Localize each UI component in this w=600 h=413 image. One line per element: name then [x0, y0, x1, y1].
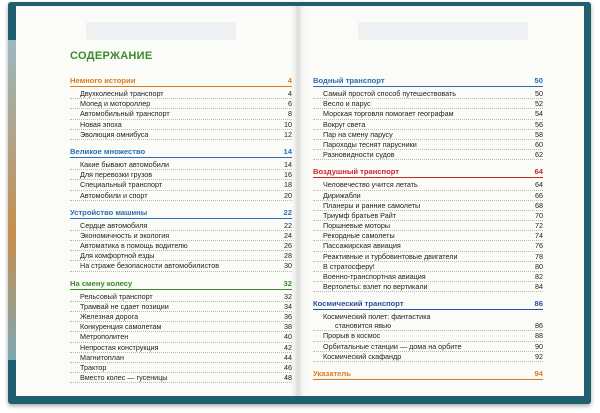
entry-page-number: 44 [284, 352, 292, 362]
entry-title-line: Экономичность и экология [80, 230, 170, 240]
entry-title-line: В стратосферу! [323, 261, 375, 271]
entry-page-number: 64 [535, 180, 543, 190]
section-title: Великое множество [70, 146, 146, 156]
entry-title [323, 99, 371, 108]
entry-page-number: 46 [284, 362, 292, 372]
entry-title-line: Пар на смену парусу [323, 129, 393, 139]
toc-section [70, 147, 292, 201]
toc-entry [70, 109, 292, 119]
entry-title-line: Космический полет: фантастика [323, 312, 431, 322]
toc-section-header [313, 167, 543, 178]
entry-title-line: Железная дорога [80, 312, 139, 321]
entry-title [323, 191, 361, 200]
entry-title-line: Триумф братьев Райт [323, 210, 397, 220]
toc-entry [70, 363, 292, 373]
entry-title-line: Автомобили и спорт [80, 190, 148, 200]
entry-page-number: 20 [284, 190, 292, 200]
entry-title-line: Трамвай не сдает позиции [80, 301, 169, 311]
section-title: Немного истории [70, 76, 136, 85]
entry-title [80, 170, 152, 179]
entry-title [323, 352, 401, 361]
entry-page-number: 18 [284, 180, 292, 190]
entry-title [80, 221, 147, 230]
entry-title-line: Реактивные и турбовинтовые двигатели [323, 251, 458, 261]
section-page-number: 50 [534, 76, 543, 85]
section-title: Космический транспорт [313, 299, 404, 309]
entry-title-line: Непростая конструкция [80, 342, 159, 352]
entry-title-line: Специальный транспорт [80, 180, 163, 190]
entry-page-number: 78 [535, 251, 543, 261]
entry-page-number: 88 [535, 331, 543, 341]
toc-right-column [313, 76, 543, 387]
entry-title-line: Эволюция омнибуса [80, 129, 149, 139]
toc-left-column [70, 76, 292, 390]
entry-title [323, 221, 390, 230]
page-header-ghost [86, 22, 236, 40]
section-title: Воздушный транспорт [313, 167, 399, 177]
toc-entry [70, 89, 292, 99]
entry-title [80, 191, 148, 200]
entry-title [80, 251, 154, 260]
entry-title [80, 180, 162, 189]
toc-entry [70, 261, 292, 271]
toc-entry [313, 331, 543, 341]
entry-title-line: Весло и парус [323, 99, 371, 109]
entry-page-number: 4 [288, 89, 292, 98]
entry-title-line: Планеры и ранние самолеты [323, 200, 421, 210]
right-page [298, 6, 584, 396]
entry-title-line: Поршневые моторы [323, 221, 391, 231]
section-title: Указатель [313, 368, 351, 378]
entry-title [323, 241, 401, 250]
entry-page-number: 66 [535, 190, 543, 200]
entry-title-line: Рекордные самолеты [323, 231, 395, 241]
toc-section [70, 76, 292, 140]
entry-title-line: Орбитальные станции — дома на орбите [323, 341, 462, 351]
toc-entry [313, 252, 543, 262]
entry-title-line: Новая эпоха [80, 119, 122, 129]
entry-title-line: Рельсовый транспорт [80, 291, 153, 301]
entry-page-number: 48 [284, 373, 292, 383]
entry-title [323, 89, 456, 98]
toc-entry [313, 109, 543, 119]
toc-entry [70, 251, 292, 261]
entry-page-number: 90 [535, 341, 543, 351]
entry-title [80, 241, 188, 250]
entry-title-line: Космический скафандр [323, 351, 402, 361]
entry-page-number: 70 [535, 210, 543, 220]
entry-title-line: Прорыв в космос [323, 331, 381, 341]
toc-section-header [70, 208, 292, 219]
toc-section-header [313, 369, 543, 380]
toc-section-header [313, 299, 543, 310]
entry-title [80, 312, 138, 321]
toc-section [313, 299, 543, 362]
entry-title [80, 332, 128, 341]
entry-title [323, 120, 365, 129]
toc-entry [313, 201, 543, 211]
entry-title-line: Какие бывают автомобили [80, 159, 170, 169]
toc-section [70, 279, 292, 384]
entry-title-line: Трактор [80, 362, 107, 372]
toc-entry [313, 89, 543, 99]
entry-title-continuation: становится явью [335, 321, 392, 331]
entry-page-number: 56 [535, 119, 543, 129]
entry-page-number: 52 [535, 99, 543, 109]
entry-page-number: 34 [284, 301, 292, 311]
entry-page-number: 42 [284, 342, 292, 352]
entry-title-line: Двухколесный транспорт [80, 89, 164, 98]
entry-title-line: Сердце автомобиля [80, 220, 148, 230]
toc-section [70, 208, 292, 272]
entry-title-line: Пароходы теснят парусники [323, 139, 417, 149]
entry-title-line: Вместо колес — гусеницы [80, 373, 168, 383]
entry-page-number: 86 [535, 321, 543, 331]
entry-page-number: 28 [284, 251, 292, 261]
toc-entry [70, 170, 292, 180]
entry-title [80, 292, 153, 301]
entry-title [323, 201, 420, 210]
entry-title [323, 282, 428, 291]
entry-page-number: 14 [284, 159, 292, 169]
toc-entry [70, 130, 292, 140]
entry-title-line: Мопед и мотороллер [80, 99, 151, 109]
entry-title [80, 322, 161, 331]
toc-section-header [70, 279, 292, 290]
entry-page-number: 82 [535, 272, 543, 281]
toc-entry [70, 191, 292, 201]
entry-page-number: 76 [535, 241, 543, 251]
entry-title [80, 302, 169, 311]
section-page-number: 64 [534, 167, 543, 177]
entry-title [323, 342, 462, 351]
entry-page-number: 8 [288, 109, 292, 119]
entry-title-line: Для комфортной езды [80, 251, 155, 261]
entry-page-number: 74 [535, 231, 543, 241]
entry-page-number: 68 [535, 200, 543, 210]
entry-page-number: 54 [535, 109, 543, 119]
entry-title [323, 211, 396, 220]
toc-entry [70, 373, 292, 383]
toc-entry [70, 231, 292, 241]
entry-page-number: 58 [535, 129, 543, 139]
entry-page-number: 62 [535, 150, 543, 160]
toc-entry [313, 150, 543, 160]
entry-page-number: 60 [535, 139, 543, 149]
entry-title [80, 160, 169, 169]
toc-entry [70, 312, 292, 322]
toc-entry [313, 180, 543, 190]
entry-title-line: Морская торговля помогает географам [323, 109, 454, 119]
entry-page-number: 6 [288, 99, 292, 109]
toc-entry [70, 292, 292, 302]
entry-title [323, 331, 380, 340]
entry-page-number: 26 [284, 241, 292, 251]
entry-title [80, 261, 219, 270]
entry-page-number: 80 [535, 261, 543, 271]
toc-entry [313, 120, 543, 130]
toc-entry [313, 352, 543, 362]
entry-title-line: Автоматика в помощь водителю [80, 241, 188, 251]
toc-entry [70, 99, 292, 109]
entry-title [323, 272, 426, 281]
toc-entry [313, 282, 543, 292]
entry-title-line: На страже безопасности автомобилистов [80, 261, 220, 271]
entry-page-number: 24 [284, 230, 292, 240]
entry-title [80, 89, 164, 98]
entry-title [323, 180, 418, 189]
section-page-number: 86 [534, 299, 543, 309]
toc-entry [313, 241, 543, 251]
entry-title [323, 140, 417, 149]
entry-title [323, 130, 393, 139]
toc-entry [313, 191, 543, 201]
entry-page-number: 72 [535, 221, 543, 231]
toc-section [313, 167, 543, 292]
entry-title [80, 373, 167, 382]
entry-page-number: 30 [284, 261, 292, 271]
entry-page-number: 32 [284, 291, 292, 301]
entry-title-line: Вокруг света [323, 119, 366, 129]
toc-entry [70, 120, 292, 130]
entry-title-line: Конкуренция самолетам [80, 322, 162, 332]
toc-entry [313, 130, 543, 140]
toc-section-header [313, 76, 543, 87]
toc-entry [70, 353, 292, 363]
section-page-number: 32 [283, 278, 292, 288]
toc-entry [313, 262, 543, 272]
toc-entry [70, 241, 292, 251]
toc-entry [70, 180, 292, 190]
toc-entry [70, 302, 292, 312]
toc-entry [313, 140, 543, 150]
section-page-number: 94 [534, 368, 543, 378]
entry-title-line: Автомобильный транспорт [80, 109, 170, 119]
section-page-number: 14 [283, 146, 292, 156]
entry-page-number: 16 [284, 170, 292, 180]
entry-title [80, 130, 148, 139]
section-title: На смену колесу [70, 278, 133, 288]
page-header-ghost [358, 22, 528, 40]
entry-page-number: 40 [284, 332, 292, 342]
entry-title [80, 109, 170, 118]
entry-page-number: 84 [535, 282, 543, 292]
entry-page-number: 36 [284, 312, 292, 321]
section-title: Водный транспорт [313, 76, 385, 85]
entry-title-line: Метрополитен [80, 332, 129, 342]
entry-page-number: 50 [535, 89, 543, 98]
toc-entry [70, 332, 292, 342]
toc-entry [70, 343, 292, 353]
toc-section [313, 76, 543, 160]
entry-title [323, 252, 457, 261]
book-spine-edge [8, 40, 16, 360]
toc-entry [313, 342, 543, 352]
entry-page-number: 92 [535, 351, 543, 361]
entry-page-number: 38 [284, 322, 292, 332]
section-title: Устройство машины [70, 207, 148, 217]
toc-section-header [70, 76, 292, 87]
entry-title [80, 231, 169, 240]
entry-page-number: 10 [284, 119, 292, 129]
toc-entry [70, 322, 292, 332]
toc-entry [313, 312, 543, 331]
entry-page-number: 12 [284, 129, 292, 139]
left-page [16, 6, 298, 396]
entry-title-line: Человечество учится летать [323, 180, 418, 190]
entry-title [80, 343, 159, 352]
entry-title-line: Магнитоплан [80, 352, 124, 362]
entry-title [80, 99, 150, 108]
toc-entry [313, 211, 543, 221]
toc-heading: СОДЕРЖАНИЕ [70, 50, 153, 62]
toc-entry [70, 160, 292, 170]
toc-section-header [70, 147, 292, 158]
entry-title-line: Пассажирская авиация [323, 241, 401, 251]
toc-entry [313, 272, 543, 282]
toc-entry [313, 231, 543, 241]
entry-title [323, 150, 395, 159]
entry-title [323, 312, 503, 330]
entry-title-line: Военно-транспортная авиация [323, 272, 426, 281]
entry-title [80, 363, 106, 372]
entry-title-line: Дирижабли [323, 190, 361, 200]
entry-title [323, 262, 375, 271]
entry-title-line: Для перевозки грузов [80, 170, 153, 180]
toc-entry [313, 99, 543, 109]
entry-title [80, 120, 122, 129]
entry-page-number: 22 [284, 220, 292, 230]
toc-entry [313, 221, 543, 231]
section-page-number: 4 [287, 76, 292, 85]
entry-title [80, 353, 124, 362]
entry-title-line: Разновидности судов [323, 150, 395, 160]
entry-title-line: Самый простой способ путешествовать [323, 89, 457, 98]
toc-section [313, 369, 543, 380]
entry-title-line: Вертолеты: взлет по вертикали [323, 282, 428, 292]
section-page-number: 22 [283, 207, 292, 217]
entry-title [323, 109, 454, 118]
entry-title [323, 231, 395, 240]
toc-entry [70, 221, 292, 231]
